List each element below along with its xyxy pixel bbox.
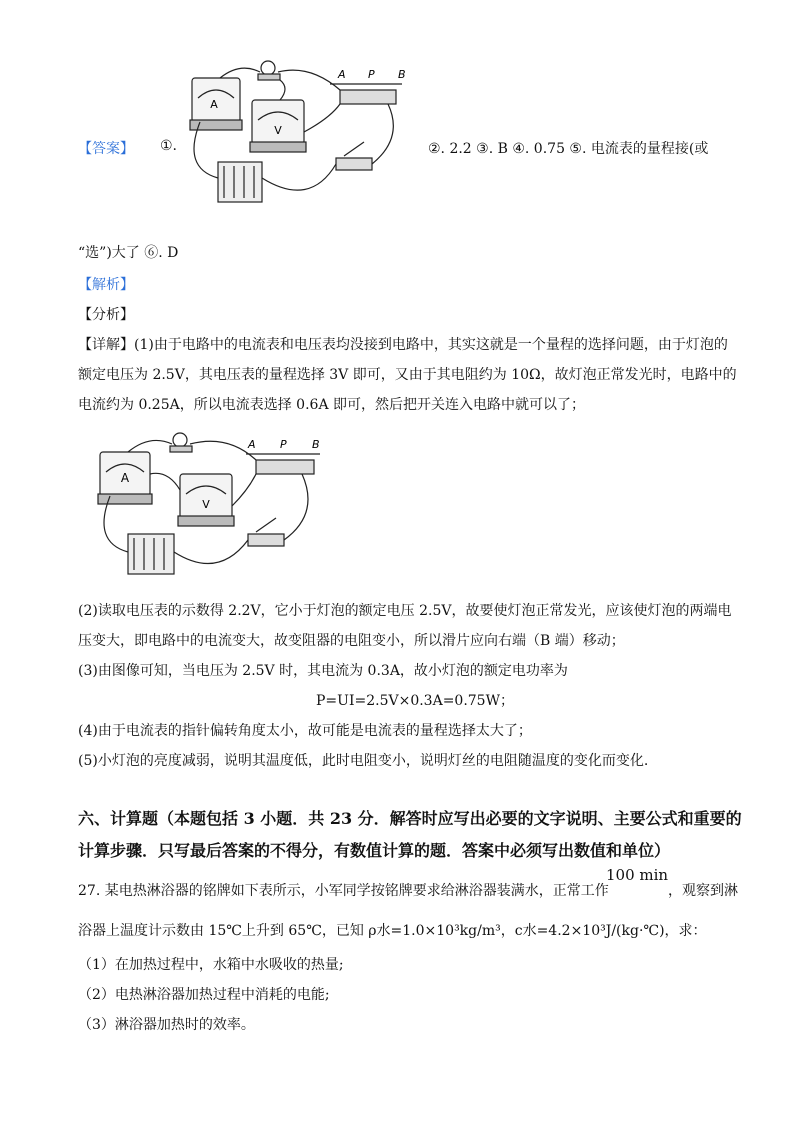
label-p: P: [280, 438, 287, 451]
q27-line-1: 27. 某电热淋浴器的铭牌如下表所示，小军同学按铭牌要求给淋浴器装满水，正常工作: [78, 883, 609, 899]
p3-line-1: (3)由图像可知，当电压为 2.5V 时，其电流为 0.3A，故小灯泡的额定电功率为: [78, 663, 568, 679]
label-a: A: [338, 68, 346, 81]
ammeter-label: A: [120, 471, 130, 485]
circuit-figure-answer: [180, 58, 420, 208]
voltmeter-label: V: [274, 124, 282, 137]
label-b: B: [398, 68, 406, 81]
q27-line-1-end: ，观察到淋: [668, 883, 738, 899]
q27-time: 100 min: [606, 866, 669, 884]
answer-tag: 【答案】: [78, 141, 134, 157]
label-p: P: [368, 68, 375, 81]
label-b: B: [312, 438, 320, 451]
q27-sub-1: （1）在加热过程中，水箱中水吸收的热量;: [78, 957, 344, 973]
fenxi-tag: 【分析】: [78, 307, 134, 323]
detail-line-3: 电流约为 0.25A，所以电流表选择 0.6A 即可，然后把开关连入电路中就可以了；: [78, 397, 586, 413]
p2-line-1: (2)读取电压表的示数得 2.2V，它小于灯泡的额定电压 2.5V，故要使灯泡正常发光，应该使灯泡的两端电: [78, 603, 732, 619]
detail-line-1: 【详解】(1)由于电路中的电流表和电压表均没接到电路中，其实这就是一个量程的选择问题，由于灯泡的: [78, 337, 728, 353]
p2-line-2: 压变大，即电路中的电流变大，故变阻器的电阻变小，所以滑片应向右端（B 端）移动；: [78, 633, 625, 649]
answer-item-1: ①.: [160, 138, 178, 154]
answer-rest: ②. 2.2 ③. B ④. 0.75 ⑤. 电流表的量程接(或: [428, 141, 709, 157]
jiexi-tag: 【解析】: [78, 277, 134, 293]
detail-line-2: 额定电压为 2.5V，其电压表的量程选择 3V 即可，又由于其电阻约为 10Ω，故灯泡正常发光时，电路中的: [78, 367, 737, 383]
answer-continued: “选”)大了 ⑥. D: [78, 245, 179, 261]
section-6-title-2: 计算步骤．只写最后答案的不得分，有数值计算的题．答案中必须写出数值和单位）: [78, 841, 671, 860]
p4-line: (4)由于电流表的指针偏转角度太小，故可能是电流表的量程选择太大了；: [78, 723, 532, 739]
section-6-title-1: 六、计算题（本题包括 3 小题．共 23 分．解答时应写出必要的文字说明、主要公式和重要的: [78, 809, 742, 828]
voltmeter-label: V: [202, 498, 210, 511]
p3-formula: P=UI=2.5V×0.3A=0.75W；: [316, 693, 514, 709]
ammeter-label: A: [210, 98, 218, 111]
q27-line-2: 浴器上温度计示数由 15℃上升到 65℃，已知 ρ水=1.0×10³kg/m³，c水=4.2×10³J/(kg·℃)，求：: [78, 923, 707, 939]
label-a: A: [248, 438, 256, 451]
q27-sub-2: （2）电热淋浴器加热过程中消耗的电能;: [78, 987, 330, 1003]
circuit-figure-solution: [88, 430, 328, 580]
q27-sub-3: （3）淋浴器加热时的效率。: [78, 1017, 255, 1033]
p5-line: (5)小灯泡的亮度减弱，说明其温度低，此时电阻变小，说明灯丝的电阻随温度的变化而变化.: [78, 753, 649, 769]
